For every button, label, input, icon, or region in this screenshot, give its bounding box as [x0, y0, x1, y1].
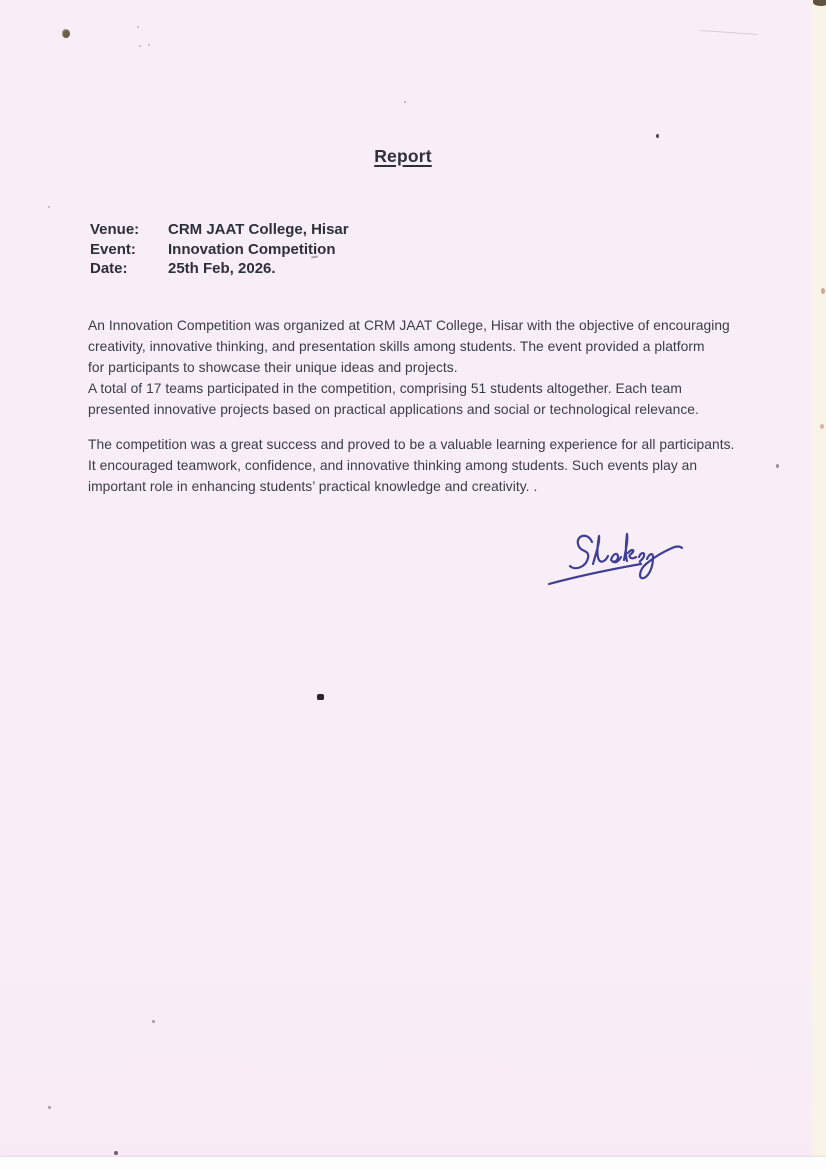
event-value: Innovation Competition — [168, 240, 336, 258]
meta-row-event — [90, 240, 349, 260]
scan-speck — [139, 45, 141, 47]
venue-label: Venue: — [90, 221, 140, 238]
scan-bottom-edge — [0, 1157, 826, 1169]
body-line: creativity, innovative thinking, and presentation skills among students. The event provided a platform — [88, 339, 705, 354]
scan-edge-strip — [808, 0, 826, 1157]
body-line: An Innovation Competition was organized at CRM JAAT College, Hisar with the objective of encouraging — [88, 318, 730, 333]
scan-speck — [48, 1106, 51, 1109]
scan-speck — [317, 694, 324, 700]
venue-value: CRM JAAT College, Hisar — [168, 221, 349, 238]
scan-speck — [656, 134, 659, 138]
scan-speck — [148, 44, 150, 46]
body-line: presented innovative projects based on practical applications and social or technological relevance. — [88, 402, 699, 417]
date-label: Date: — [90, 260, 128, 277]
meta-row-date — [90, 259, 349, 279]
body-line: The competition was a great success and proved to be a valuable learning experience for all participants. — [88, 437, 735, 452]
scan-speck — [114, 1151, 118, 1155]
paragraph-1 — [88, 315, 734, 420]
scan-speck — [820, 424, 824, 429]
body-line: A total of 17 teams participated in the competition, comprising 51 students altogether. Each team — [88, 381, 682, 396]
meta-block — [90, 220, 349, 279]
scan-speck — [152, 1020, 155, 1023]
event-label: Event: — [90, 240, 136, 258]
body-line: for participants to showcase their unique ideas and projects. — [88, 360, 458, 375]
date-value: 25th Feb, 2026. — [168, 260, 276, 277]
signature-ink — [545, 515, 685, 590]
scan-speck — [48, 206, 50, 208]
scan-speck — [821, 288, 825, 294]
meta-row-venue — [90, 220, 349, 240]
scan-speck — [62, 29, 70, 38]
paragraph-2 — [88, 434, 734, 497]
body-line: important role in enhancing students’ practical knowledge and creativity. . — [88, 479, 538, 494]
report-title: Report — [374, 146, 432, 166]
scan-corner-mark — [813, 0, 826, 6]
scan-scratch — [700, 30, 758, 35]
scan-speck — [404, 101, 406, 103]
signature — [545, 515, 685, 590]
scan-speck — [137, 26, 139, 28]
body-line: It encouraged teamwork, confidence, and innovative thinking among students. Such events play an — [88, 458, 698, 473]
scan-speck — [776, 464, 779, 468]
report-body — [88, 315, 734, 497]
